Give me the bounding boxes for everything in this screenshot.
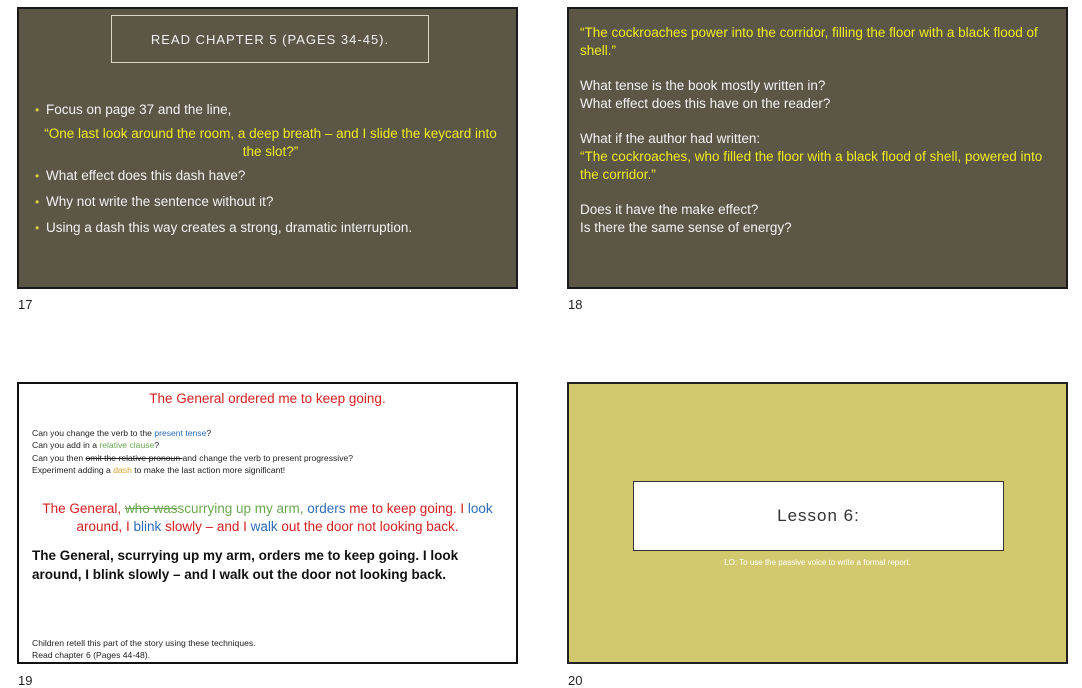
slide-number: 19 <box>18 673 33 688</box>
quote-text: “The cockroaches, who filled the floor with a black flood of shell, powered into the corridor.” <box>580 149 1043 182</box>
slide-18[interactable] <box>567 7 1068 289</box>
keyword: present tense <box>154 428 207 438</box>
bullet-item: • Focus on page 37 and the line, <box>35 101 500 119</box>
text: to make the last action more significant! <box>131 464 286 475</box>
lesson-title: Lesson 6: <box>633 481 1004 551</box>
instruction-line <box>32 452 353 464</box>
text: ? <box>154 440 160 451</box>
question-group <box>580 201 1056 237</box>
verb: walk <box>250 519 278 534</box>
verb: look <box>467 501 493 516</box>
text: Can you then <box>32 452 86 463</box>
text: ? <box>206 428 212 438</box>
instruction-line <box>32 439 353 451</box>
instruction-line <box>32 427 353 439</box>
question: Is there the same sense of energy? <box>580 220 792 235</box>
slide-20[interactable] <box>567 382 1068 664</box>
bullet-list <box>35 101 500 245</box>
text: Can you add in a <box>32 440 100 451</box>
colored-sentence <box>37 500 498 536</box>
slide-17[interactable] <box>17 7 518 289</box>
question-group <box>580 130 1056 184</box>
text: scurrying up my arm, <box>177 501 308 516</box>
text: me to keep going. I <box>345 501 468 516</box>
quote-text: “The cockroaches power into the corridor, filling the floor with a black flood of shell.” <box>580 25 1038 58</box>
verb: orders <box>307 501 346 516</box>
footer-notes <box>32 637 256 662</box>
bullet-item: • Using a dash this way creates a strong, dramatic interruption. <box>35 219 500 237</box>
bold-sentence: The General, scurrying up my arm, orders me to keep going. I look around, I blink slowly – and I walk out the door not looking back. <box>32 548 459 582</box>
text: Experiment adding a <box>32 464 114 475</box>
slide-number: 18 <box>568 297 583 312</box>
text: slowly – and I <box>161 519 251 534</box>
instruction-list <box>32 427 353 476</box>
text: Can you change the verb to the <box>32 428 155 438</box>
keyword: relative clause <box>99 440 155 451</box>
question: What tense is the book mostly written in? <box>580 78 826 93</box>
slide-number: 20 <box>568 673 583 688</box>
bullet-item: • What effect does this dash have? <box>35 167 500 185</box>
bullet-item: • Why not write the sentence without it? <box>35 193 500 211</box>
slide-content <box>580 24 1056 254</box>
text: out the door not looking back. <box>277 519 459 534</box>
footer-line: Children retell this part of the story using these techniques. <box>32 638 256 648</box>
struck-text: who was <box>124 501 178 516</box>
text: and change the verb to present progressive? <box>182 452 354 463</box>
question: Does it have the make effect? <box>580 202 759 217</box>
learning-objective: LO: To use the passive voice to write a formal report. <box>724 558 911 567</box>
struck-text: omit the relative pronoun <box>85 452 183 463</box>
question: What effect does this have on the reader? <box>580 96 831 111</box>
slide-19[interactable] <box>17 382 518 664</box>
slide-title: READ CHAPTER 5 (PAGES 34-45). <box>111 15 429 63</box>
slide-title: The General ordered me to keep going. <box>149 391 386 406</box>
text: The General, <box>42 501 125 516</box>
verb: blink <box>133 519 162 534</box>
instruction-line <box>32 464 353 476</box>
question: What if the author had written: <box>580 131 761 146</box>
footer-line: Read chapter 6 (Pages 44-48). <box>32 650 150 661</box>
text: around, I <box>76 519 134 534</box>
quote-text: “One last look around the room, a deep breath – and I slide the keycard into the slot?” <box>44 126 497 159</box>
keyword: dash <box>113 464 132 475</box>
question-group <box>580 77 1056 113</box>
slide-number: 17 <box>18 297 33 312</box>
